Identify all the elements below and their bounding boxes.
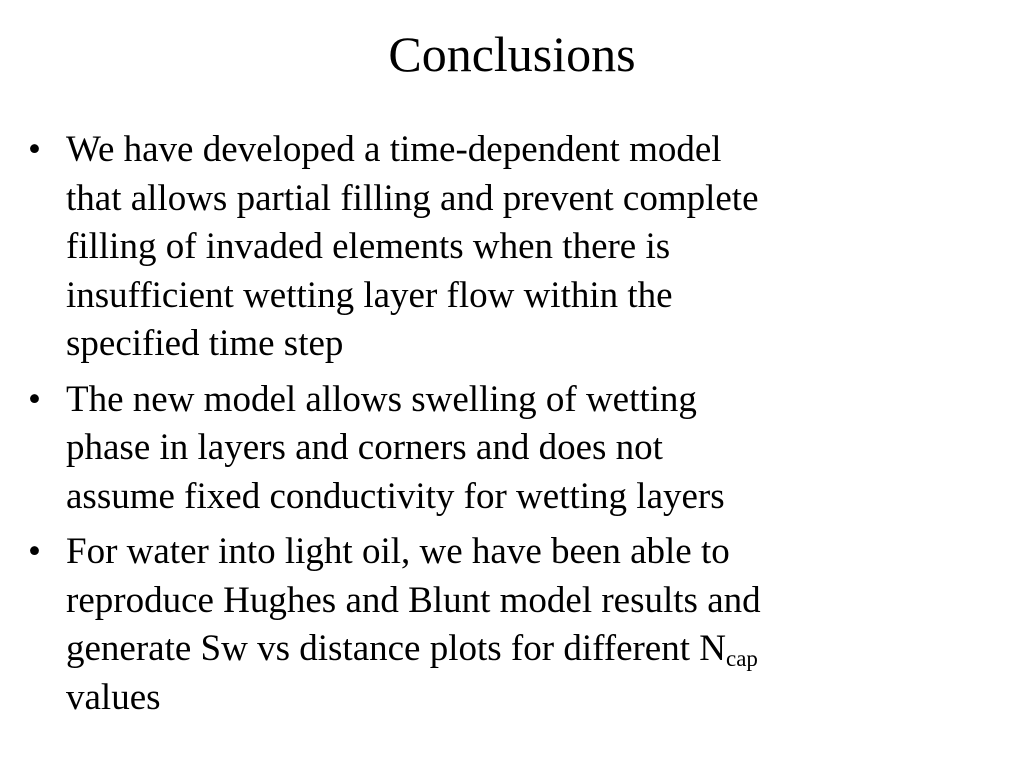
bullet-text-3 [66, 528, 988, 722]
bullet-item-1 [28, 126, 988, 369]
bullet-symbol: • [28, 129, 41, 170]
bullet-item-2 [28, 376, 988, 522]
bullet-3-line-3: generate Sw vs distance plots for different N [66, 628, 726, 669]
bullet-2-line-3: assume fixed conductivity for wetting layers [66, 475, 725, 517]
bullet-3-line-4: values [66, 676, 161, 718]
bullet-item-3 [28, 528, 988, 722]
bullet-1-line-5: specified time step [66, 323, 344, 364]
bullet-3-line-1: For water into light oil, we have been able to [66, 531, 730, 572]
bullet-1-line-4: insufficient wetting layer flow within the [66, 274, 673, 316]
bullet-3-line-2: reproduce Hughes and Blunt model results and [66, 579, 761, 621]
bullet-1-line-1: We have developed a time-dependent model [66, 129, 722, 170]
bullet-1-line-2: that allows partial filling and prevent complete [66, 177, 759, 219]
bullet-list [28, 126, 988, 729]
bullet-2-line-2: phase in layers and corners and does not [66, 427, 663, 468]
bullet-text-2 [66, 376, 988, 522]
bullet-symbol: • [28, 378, 41, 420]
bullet-symbol: • [28, 531, 41, 572]
ncap-subscript: cap [725, 646, 758, 671]
bullet-text-1 [66, 126, 988, 369]
bullet-2-line-1: The new model allows swelling of wetting [66, 378, 697, 420]
bullet-1-line-3: filling of invaded elements when there is [66, 226, 671, 267]
slide-title: Conclusions [388, 26, 636, 82]
